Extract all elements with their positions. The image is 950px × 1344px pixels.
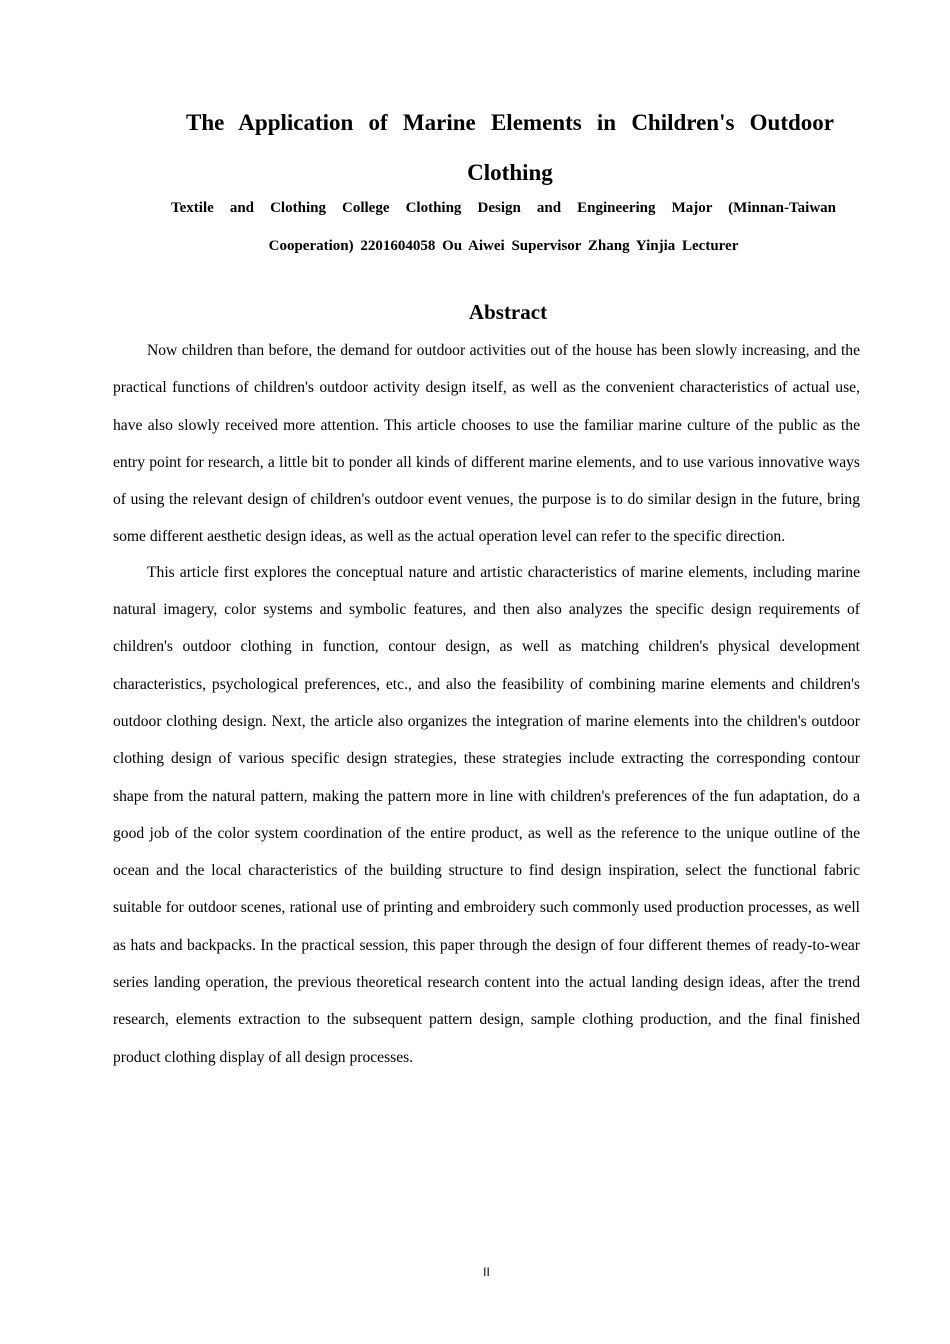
abstract-paragraph-2: This article first explores the conceptual nature and artistic characteristics of marine elements, including marine natural imagery, color systems and symbolic features, and then also analyzes the specific design requirements of children's outdoor clothing in function, contour design, as well as matching children's physical development characteristics, psychological preferences, etc., and also the feasibility of combining marine elements and children's outdoor clothing design. Next, the article also organizes the integration of marine elements into the children's outdoor clothing design of various specific design strategies, these strategies include extracting the corresponding contour shape from the natural pattern, making the pattern more in line with children's preferences of the fun adaptation, do a good job of the color system coordination of the entire product, as well as the reference to the unique outline of the ocean and the local characteristics of the building structure to find design inspiration, select the functional fabric suitable for outdoor scenes, rational use of printing and embroidery such commonly used production processes, as well as hats and backpacks. In the practical session, this paper through the design of four different themes of ready-to-wear series landing operation, the previous theoretical research content into the actual landing design ideas, after the trend research, elements extraction to the subsequent pattern design, sample clothing production, and the final finished product clothing display of all design processes. (113, 563, 860, 1066)
abstract-body (113, 332, 860, 1076)
author-affiliation: Textile and Clothing College Clothing Design and Engineering Major (Minnan-Taiwan Cooperation) 2201604058 Ou Aiwei Supervisor Zhang Yinjia Lecturer (171, 200, 836, 254)
paper-title: The Application of Marine Elements in Children's Outdoor Clothing (186, 110, 834, 185)
abstract-heading: Abstract (468, 300, 548, 324)
page-number: II (483, 1265, 490, 1279)
abstract-paragraph-1: Now children than before, the demand for outdoor activities out of the house has been slowly increasing, and the practical functions of children's outdoor activity design itself, as well as the convenient characteristics of actual use, have also slowly received more attention. This article chooses to use the familiar marine culture of the public as the entry point for research, a little bit to ponder all kinds of different marine elements, and to use various innovative ways of using the relevant design of children's outdoor event venues, the purpose is to do similar design in the future, bring some different aesthetic design ideas, as well as the actual operation level can refer to the specific direction. (113, 342, 860, 546)
